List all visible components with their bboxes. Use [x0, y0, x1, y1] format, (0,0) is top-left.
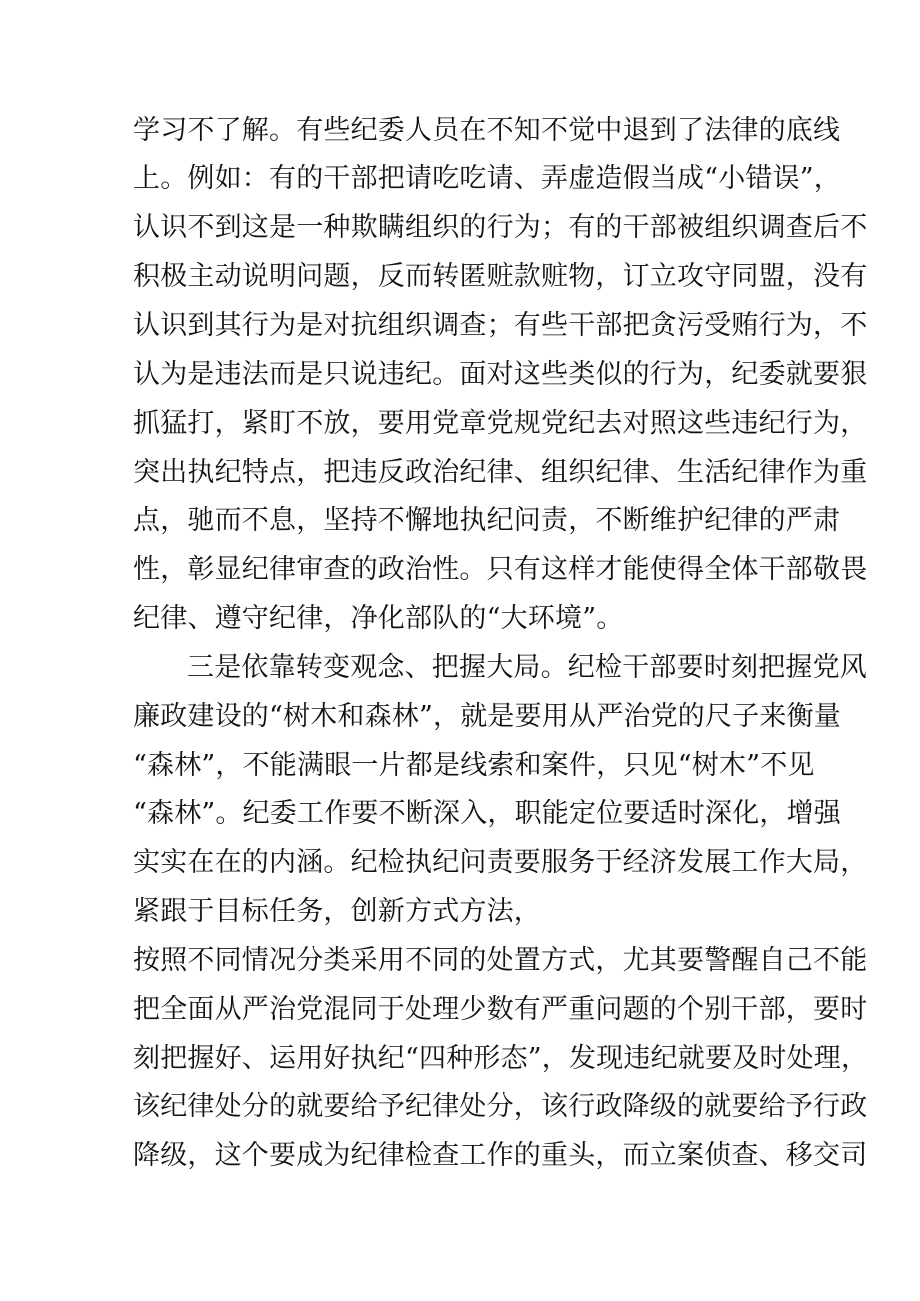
paragraph-first-line: 三是依靠转变观念、把握大局。纪检干部要时刻把握党风 — [187, 652, 867, 683]
text-line: 认为是违法而是只说违纪。面对这些类似的行为，纪委就要狠 — [133, 359, 868, 390]
text-line: 紧跟于目标任务，创新方式方法， — [133, 896, 541, 927]
text-line: 廉政建设的“树木和森林”，就是要用从严治党的尺子来衡量 — [133, 701, 842, 732]
text-line: 学习不了解。有些纪委人员在不知不觉中退到了法律的底线 — [133, 115, 841, 146]
text-line: 点，驰而不息，坚持不懈地执纪问责，不断维护纪律的严肃 — [133, 505, 841, 536]
text-line: 突出执纪特点，把违反政治纪律、组织纪律、生活纪律作为重 — [133, 457, 868, 488]
text-line: 性，彰显纪律审查的政治性。只有这样才能使得全体干部敬畏 — [133, 554, 868, 585]
text-line: 上。例如：有的干部把请吃吃请、弄虚造假当成“小错误”， — [133, 163, 842, 194]
text-line: 刻把握好、运用好执纪“四种形态”，发现违纪就要及时处理， — [133, 1043, 869, 1074]
text-line: “森林”。纪委工作要不断深入，职能定位要适时深化，增强 — [133, 798, 842, 829]
text-line: 按照不同情况分类采用不同的处置方式，尤其要警醒自己不能 — [133, 945, 868, 976]
text-line: 抓猛打，紧盯不放，要用党章党规党纪去对照这些违纪行为， — [133, 408, 868, 439]
text-line: 实实在在的内涵。纪检执纪问责要服务于经济发展工作大局， — [133, 847, 868, 878]
text-line: 把全面从严治党混同于处理少数有严重问题的个别干部，要时 — [133, 994, 868, 1025]
text-line: 降级，这个要成为纪律检查工作的重头，而立案侦查、移交司 — [133, 1140, 868, 1171]
text-line: 认识到其行为是对抗组织调查；有些干部把贪污受贿行为，不 — [133, 310, 868, 341]
text-line: 纪律、遵守纪律，净化部队的“大环境”。 — [133, 603, 624, 634]
text-line: 积极主动说明问题，反而转匿赃款赃物，订立攻守同盟，没有 — [133, 261, 868, 292]
text-line: 该纪律处分的就要给予纪律处分，该行政降级的就要给予行政 — [133, 1091, 868, 1122]
text-line: 认识不到这是一种欺瞒组织的行为；有的干部被组织调查后不 — [133, 212, 868, 243]
text-line: “森林”，不能满眼一片都是线索和案件，只见“树木”不见 — [133, 750, 815, 781]
